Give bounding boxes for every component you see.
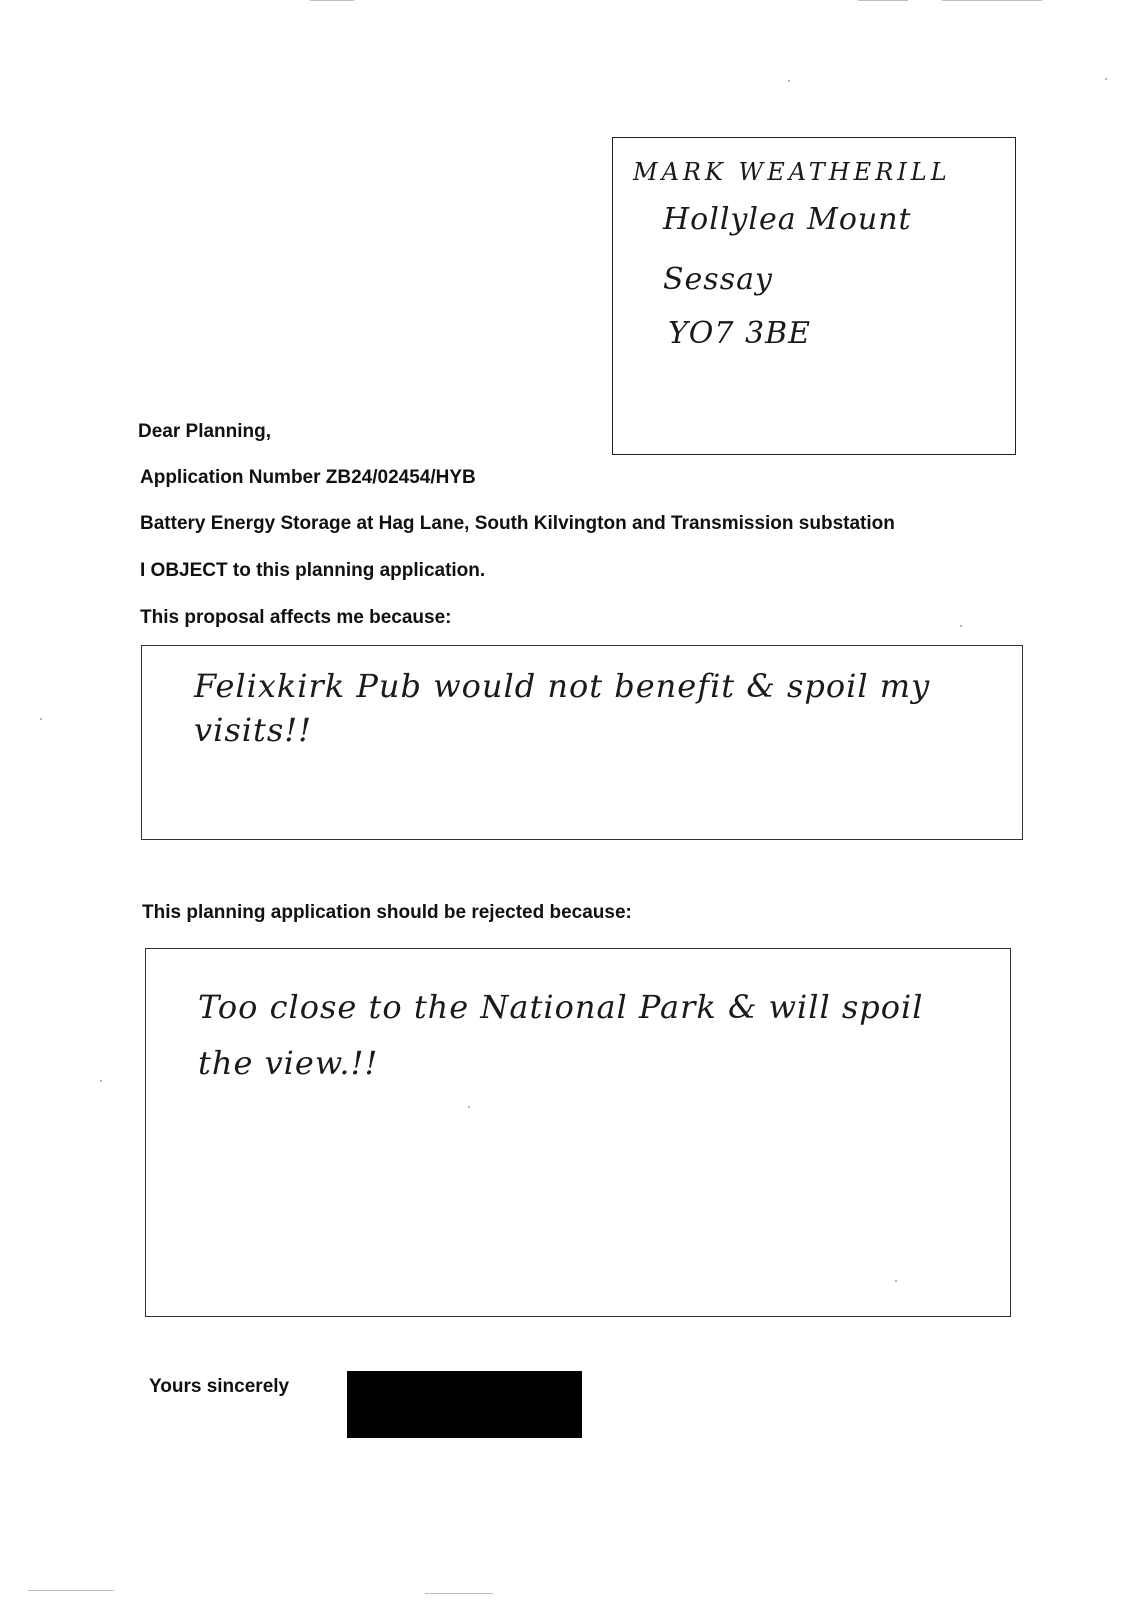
scan-artifact — [310, 0, 354, 1]
rejected-answer-box — [145, 948, 1011, 1317]
affects-answer-box — [141, 645, 1023, 840]
address-town: Sessay — [663, 262, 773, 297]
application-number: Application Number ZB24/02454/HYB — [140, 467, 476, 488]
scan-speck — [40, 718, 42, 720]
scan-artifact — [425, 1593, 493, 1594]
address-street: Hollylea Mount — [663, 202, 912, 237]
scan-artifact — [858, 0, 908, 1]
address-name: MARK WEATHERILL — [633, 158, 951, 186]
scan-speck — [1105, 78, 1107, 80]
scan-speck — [788, 80, 790, 82]
signoff: Yours sincerely — [149, 1376, 290, 1397]
scan-speck — [960, 625, 962, 627]
application-subject: Battery Energy Storage at Hag Lane, South Kilvington and Transmission substation — [140, 513, 895, 534]
objection-statement: I OBJECT to this planning application. — [140, 560, 486, 581]
scan-artifact — [942, 0, 1042, 1]
signature-redaction — [347, 1371, 582, 1438]
salutation: Dear Planning, — [138, 421, 272, 442]
affects-answer: Felixkirk Pub would not benefit & spoil my visits!! — [194, 667, 931, 749]
affects-label: This proposal affects me because: — [140, 607, 452, 628]
scan-speck — [100, 1080, 102, 1082]
scan-artifact — [28, 1590, 114, 1591]
address-box — [612, 137, 1016, 455]
rejected-label: This planning application should be rejected because: — [142, 902, 632, 923]
address-postcode: YO7 3BE — [668, 316, 812, 351]
rejected-answer: Too close to the National Park & will spoil the view.!! — [198, 988, 924, 1082]
